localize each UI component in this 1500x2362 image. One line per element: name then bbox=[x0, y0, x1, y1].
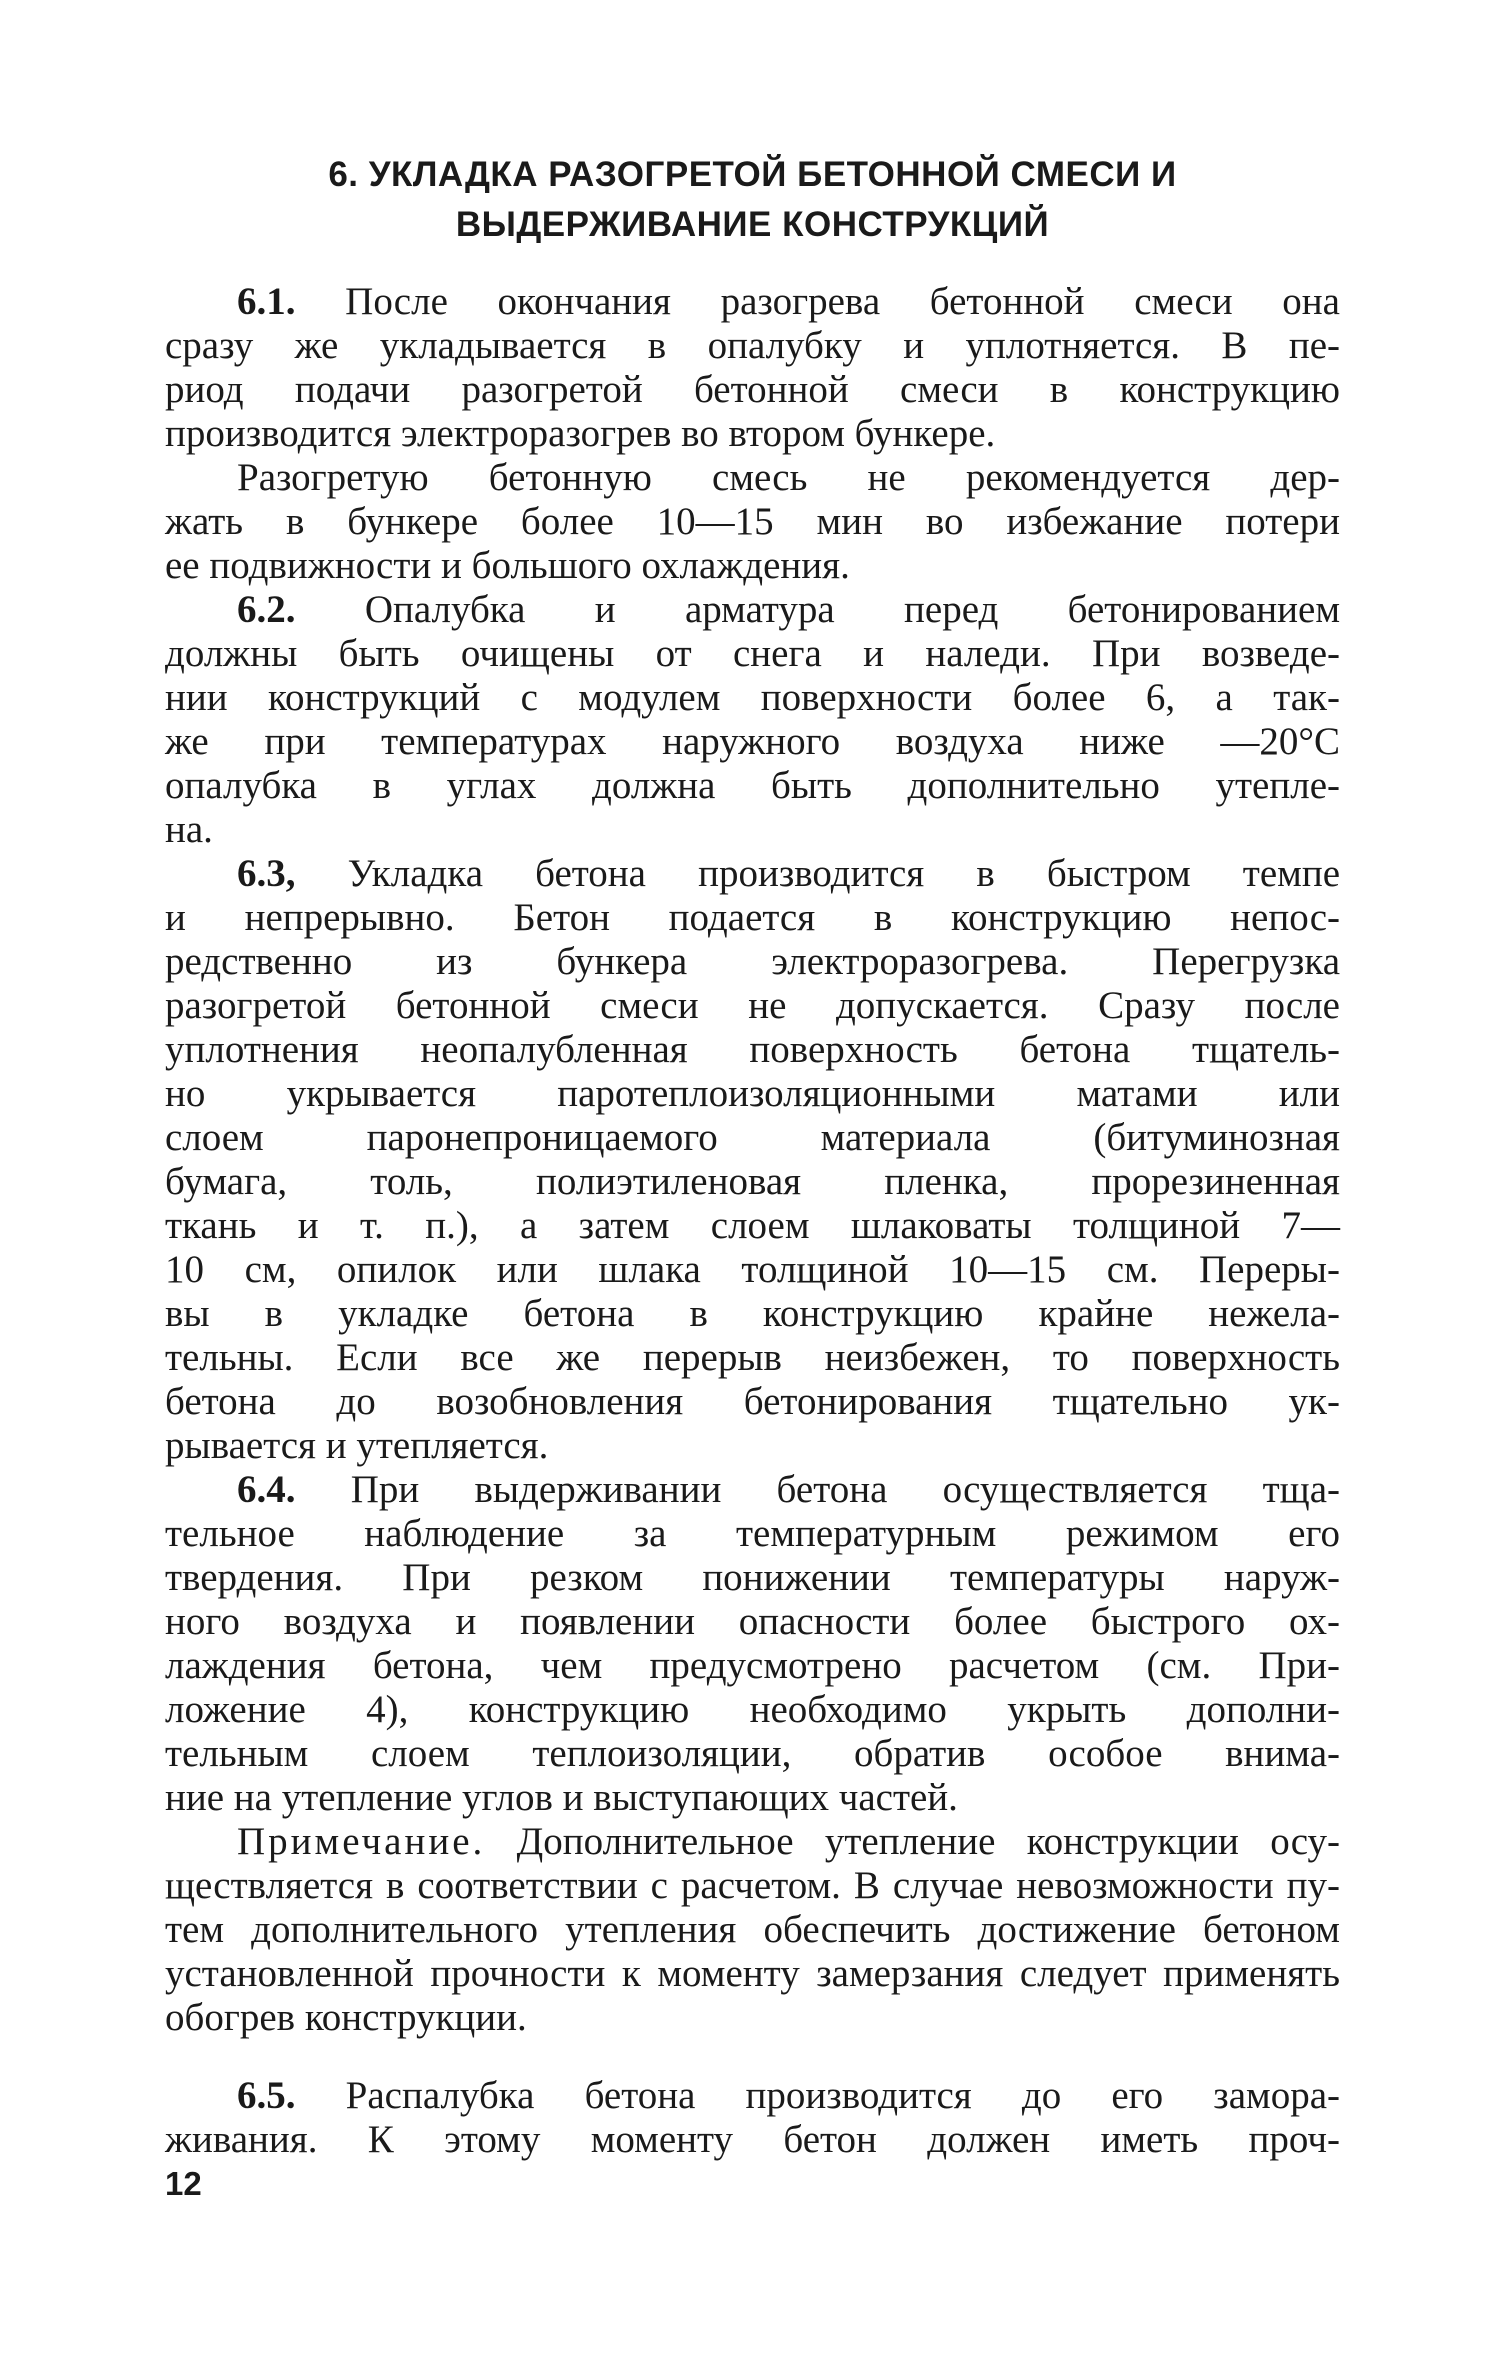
note-label: Примечание. bbox=[237, 1820, 486, 1863]
paragraph-6-4: 6.4. При выдерживании бетона осуществляется тща- тельное наблюдение за температурным режимом его твердения. При резком понижении температуры наруж- ного воздуха и появлении опасности более быстрого ох- лаждения бетона, чем предусмотрено расчетом (см. При- ложение 4), конструкцию необходимо укрыть дополни- тельным слоем теплоизоляции, обратив особое внима- ние на утепление углов и выступающих частей. bbox=[165, 1468, 1340, 1819]
clause-number: 6.1. bbox=[237, 280, 296, 323]
page-number: 12 bbox=[165, 2165, 202, 2202]
clause-number: 6.3, bbox=[237, 852, 296, 895]
note-block: Примечание. Дополнительное утепление конструкции осу- ществляется в соответствии с расчетом. В случае невозможности пу- тем дополнительного утепления обеспечить достижение бетоном установленной прочности к моменту замерзания следует применять обогрев конструкции. bbox=[165, 1820, 1340, 2039]
paragraph-6-1-cont: Разогретую бетонную смесь не рекомендуется дер- жать в бункере более 10—15 мин во избежание потери ее подвижности и большого охлаждения. bbox=[165, 456, 1340, 587]
clause-number: 6.2. bbox=[237, 588, 296, 631]
heading-line-2: ВЫДЕРЖИВАНИЕ КОНСТРУКЦИЙ bbox=[455, 205, 1050, 244]
paragraph-6-3: 6.3, Укладка бетона производится в быстром темпе и непрерывно. Бетон подается в конструкцию непос- редственно из бункера электроразогрева. Перегрузка разогретой бетонной смеси не допускается. Сразу после уплотнения неопалубленная поверхность бетона тщатель- но укрывается паротеплоизоляционными матами или слоем паронепроницаемого материала (битуминозная бумага, толь, полиэтиленовая пленка, прорезиненная ткань и т. п.), а затем слоем шлаковаты толщиной 7— 10 см, опилок или шлака толщиной 10—15 см. Переры- вы в укладке бетона в конструкцию крайне нежела- тельны. Если все же перерыв неизбежен, то поверхность бетона до возобновления бетонирования тщательно ук- рывается и утепляется. bbox=[165, 852, 1341, 1467]
heading-line-1: 6. УКЛАДКА РАЗОГРЕТОЙ БЕТОННОЙ СМЕСИ И bbox=[328, 155, 1177, 194]
clause-number: 6.5. bbox=[237, 2074, 296, 2117]
paragraph-6-5: 6.5. Распалубка бетона производится до его замора- живания. К этому моменту бетон должен иметь проч- bbox=[165, 2074, 1340, 2161]
paragraph-6-1: 6.1. После окончания разогрева бетонной смеси она сразу же укладывается в опалубку и уплотняется. В пе- риод подачи разогретой бетонной смеси в конструкцию производится электроразогрев во втором бункере. bbox=[165, 280, 1340, 455]
paragraph-6-2: 6.2. Опалубка и арматура перед бетонированием должны быть очищены от снега и наледи. При возведе- нии конструкций с модулем поверхности более 6, а так- же при температурах наружного воздуха ниже —20°С опалубка в углах должна быть дополнительно утепле- на. bbox=[165, 588, 1341, 851]
clause-number: 6.4. bbox=[237, 1468, 296, 1511]
section-heading bbox=[165, 150, 1340, 250]
page-content bbox=[165, 150, 1340, 2162]
